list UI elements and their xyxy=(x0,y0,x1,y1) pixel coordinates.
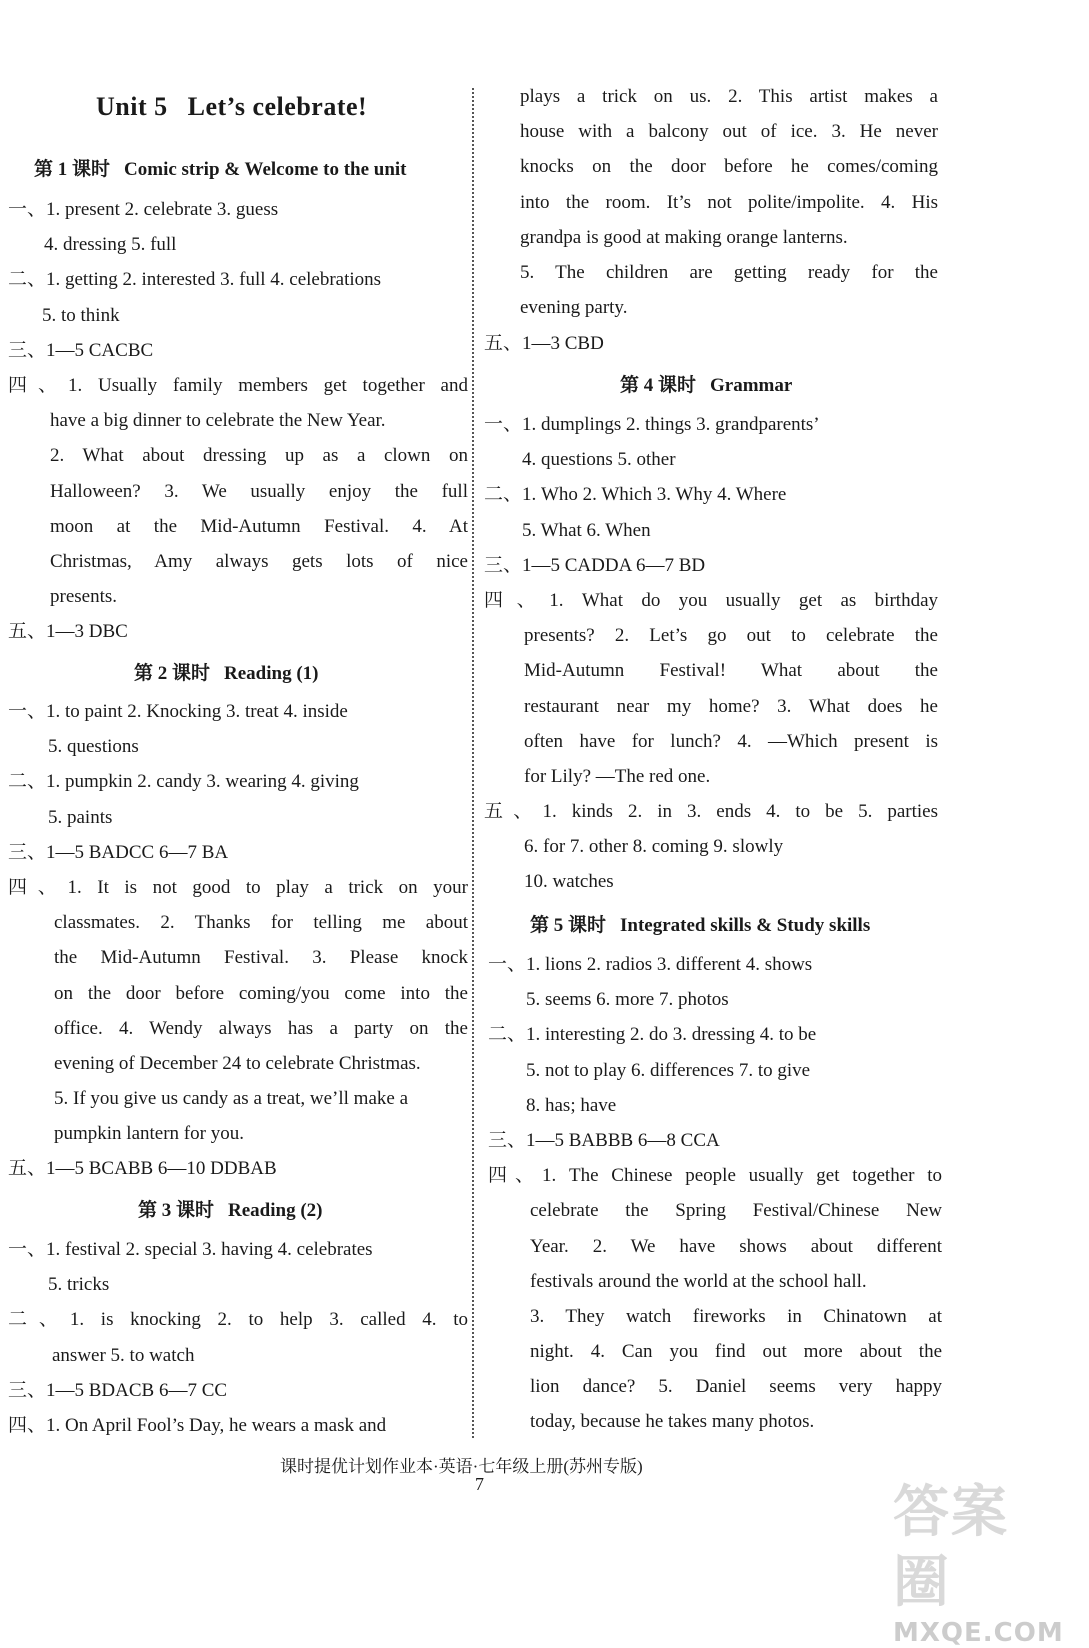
answer-line: 五、1—3 DBC xyxy=(8,621,128,643)
answer-line: night. 4. Can you find out more about the xyxy=(530,1341,942,1363)
answer-line: 5. seems 6. more 7. photos xyxy=(526,989,729,1011)
answer-line: house with a balcony out of ice. 3. He never xyxy=(520,121,938,143)
answer-line: 四、1. Usually family members get together and xyxy=(8,374,468,396)
answer-line: 3. They watch fireworks in Chinatown at xyxy=(530,1305,942,1327)
answer-line: 三、1—5 BADCC 6—7 BA xyxy=(8,841,229,863)
answer-line: office. 4. Wendy always has a party on the xyxy=(54,1017,468,1039)
answer-line: grandpa is good at making orange lanterns. xyxy=(520,226,848,248)
column-divider xyxy=(472,88,474,1438)
answer-line: on the door before coming/you come into the xyxy=(54,982,468,1004)
answer-line: the Mid-Autumn Festival. 3. Please knock xyxy=(54,947,468,969)
answer-line: 一、1. to paint 2. Knocking 3. treat 4. inside xyxy=(8,701,348,722)
answer-line: plays a trick on us. 2. This artist makes a xyxy=(520,86,938,107)
answer-line: 五、1. kinds 2. in 3. ends 4. to be 5. parties xyxy=(484,801,938,823)
answer-line: often have for lunch? 4. —Which present is xyxy=(524,730,938,752)
answer-line: 5. tricks xyxy=(48,1274,110,1296)
answer-line: into the room. It’s not polite/impolite. 4. His xyxy=(520,191,938,213)
answer-line: 5. What 6. When xyxy=(522,519,651,541)
answer-line: evening of December 24 to celebrate Christmas. xyxy=(54,1052,421,1074)
answer-line: 三、1—5 CADDA 6—7 BD xyxy=(484,554,706,576)
answer-line: 4. dressing 5. full xyxy=(44,234,177,256)
answer-line: 四、1. The Chinese people usually get together to xyxy=(488,1165,942,1187)
answer-line: 二、1. interesting 2. do 3. dressing 4. to be xyxy=(488,1024,817,1046)
book-footer: 课时提优计划作业本·英语·七年级上册(苏州专版) xyxy=(280,1457,643,1476)
answer-line: moon at the Mid-Autumn Festival. 4. At xyxy=(50,515,468,537)
answer-line: 三、1—5 CACBC xyxy=(8,339,154,361)
unit-name: Let’s celebrate! xyxy=(187,92,368,121)
answer-line: have a big dinner to celebrate the New Year. xyxy=(50,410,386,432)
section-heading-4: 第 4 课时 Grammar xyxy=(620,375,793,396)
answer-line: festivals around the world at the school hall. xyxy=(530,1270,867,1292)
section-heading-3: 第 3 课时 Reading (2) xyxy=(138,1200,323,1221)
answer-line: 一、1. present 2. celebrate 3. guess xyxy=(8,199,279,220)
answer-line: Year. 2. We have shows about different xyxy=(530,1235,942,1257)
answer-line: presents? 2. Let’s go out to celebrate the xyxy=(524,625,938,647)
answer-line: 四、1. It is not good to play a trick on your xyxy=(8,876,468,898)
section-heading-5: 第 5 课时 Integrated skills & Study skills xyxy=(530,915,871,936)
section-heading-1: 第 1 课时 Comic strip & Welcome to the unit xyxy=(34,159,407,180)
answer-line: 四、1. On April Fool’s Day, he wears a mask and xyxy=(8,1414,387,1436)
answer-line: 8. has; have xyxy=(526,1094,617,1116)
answer-line: restaurant near my home? 3. What does he xyxy=(524,695,938,717)
answer-line: answer 5. to watch xyxy=(52,1344,195,1366)
answer-line: 5. If you give us candy as a treat, we’ll make a xyxy=(54,1088,409,1110)
answer-line: Halloween? 3. We usually enjoy the full xyxy=(50,480,468,502)
unit-label: Unit 5 xyxy=(96,92,168,121)
watermark-text: 答案圈 xyxy=(893,1480,1009,1615)
answer-line: 5. questions xyxy=(48,736,139,758)
answer-line: 五、1—5 BCABB 6—10 DDBAB xyxy=(8,1158,277,1180)
answer-line: presents. xyxy=(50,586,118,608)
page-number: 7 xyxy=(475,1474,484,1494)
answer-line: 四、1. What do you usually get as birthday xyxy=(484,589,938,611)
answer-line: pumpkin lantern for you. xyxy=(54,1123,244,1145)
answer-line: for Lily? —The red one. xyxy=(524,765,711,787)
answer-line: 三、1—5 BABBB 6—8 CCA xyxy=(488,1129,720,1151)
answer-line: Mid-Autumn Festival! What about the xyxy=(524,660,938,682)
section-heading-2: 第 2 课时 Reading (1) xyxy=(134,663,319,684)
watermark-url: MXQE.COM xyxy=(893,1618,1064,1648)
answer-line: 一、1. lions 2. radios 3. different 4. shows xyxy=(488,954,813,975)
answer-line: today, because he takes many photos. xyxy=(530,1411,815,1433)
answer-line: 5. The children are getting ready for the xyxy=(520,261,938,283)
answer-line: 5. to think xyxy=(42,304,120,326)
answer-line: 6. for 7. other 8. coming 9. slowly xyxy=(524,836,784,858)
answer-line: 五、1—3 CBD xyxy=(484,333,604,354)
answer-line: 三、1—5 BDACB 6—7 CC xyxy=(8,1379,228,1401)
answer-line: 二、1. getting 2. interested 3. full 4. celebrations xyxy=(8,269,382,291)
answer-line: lion dance? 5. Daniel seems very happy xyxy=(530,1376,942,1398)
answer-line: 10. watches xyxy=(524,871,614,893)
answer-line: 二、1. pumpkin 2. candy 3. wearing 4. giving xyxy=(8,771,359,793)
answer-line: 一、1. dumplings 2. things 3. grandparents’ xyxy=(484,414,820,435)
answer-line: 5. paints xyxy=(48,806,113,828)
answer-line: evening party. xyxy=(520,297,628,319)
answer-line: 二、1. Who 2. Which 3. Why 4. Where xyxy=(484,484,787,506)
answer-line: 5. not to play 6. differences 7. to give xyxy=(526,1059,811,1081)
answer-line: celebrate the Spring Festival/Chinese New xyxy=(530,1200,942,1222)
answer-line: 二、1. is knocking 2. to help 3. called 4. to xyxy=(8,1309,468,1331)
answer-line: knocks on the door before he comes/coming xyxy=(520,156,938,178)
answer-line: 2. What about dressing up as a clown on xyxy=(50,445,468,467)
answer-line: classmates. 2. Thanks for telling me about xyxy=(54,912,468,934)
watermark-logo xyxy=(893,1478,1064,1648)
answer-line: 4. questions 5. other xyxy=(522,449,676,471)
answer-line: Christmas, Amy always gets lots of nice xyxy=(50,550,468,572)
unit-title xyxy=(96,92,367,122)
answer-line: 一、1. festival 2. special 3. having 4. celebrates xyxy=(8,1239,373,1260)
